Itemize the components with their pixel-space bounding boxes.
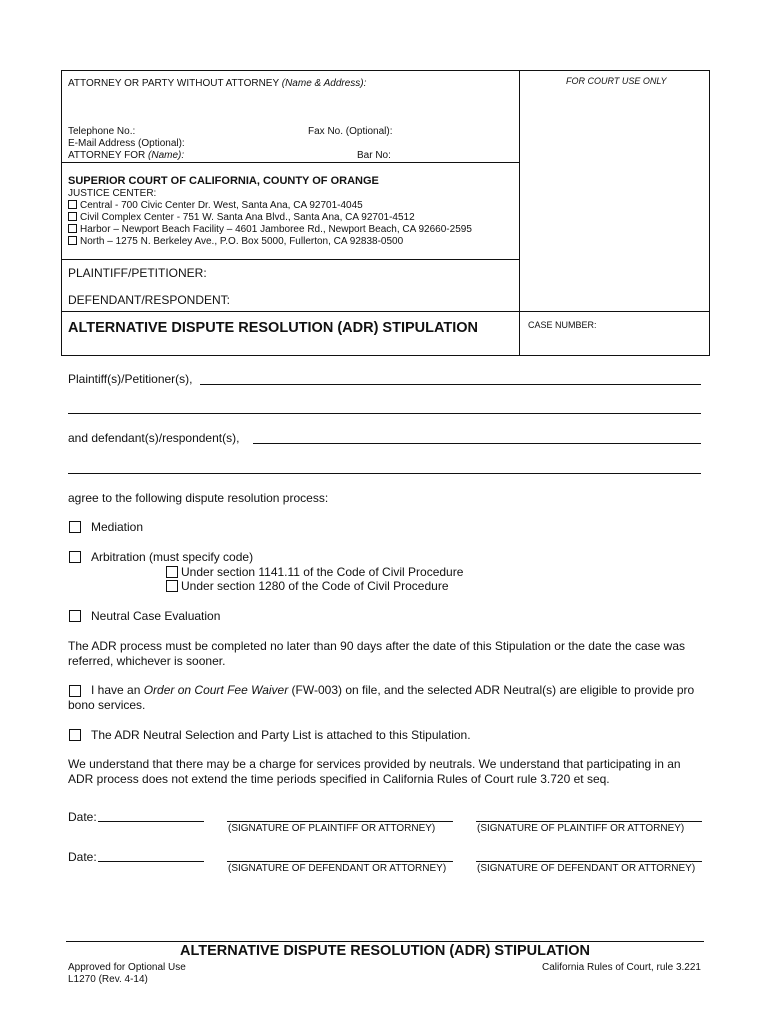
agree-text: agree to the following dispute resolution process:	[68, 491, 329, 505]
defendants-field[interactable]	[253, 443, 701, 444]
arb-1280-label: Under section 1280 of the Code of Civil Procedure	[181, 579, 449, 593]
approved-label: Approved for Optional Use	[68, 962, 186, 973]
form-title: ALTERNATIVE DISPUTE RESOLUTION (ADR) STIPULATION	[68, 320, 479, 336]
plaintiff-signature-field-1[interactable]	[227, 821, 453, 822]
date-field-1[interactable]	[98, 821, 204, 822]
location-north: North – 1275 N. Berkeley Ave., P.O. Box 5000, Fullerton, CA 92838-0500	[68, 236, 403, 248]
justice-center-label: JUSTICE CENTER:	[68, 188, 157, 199]
plaintiffs-label: Plaintiff(s)/Petitioner(s),	[68, 372, 193, 386]
sig-defendant-label-2: (SIGNATURE OF DEFENDANT OR ATTORNEY)	[477, 863, 696, 874]
case-number-label: CASE NUMBER:	[528, 320, 597, 330]
location-central: Central - 700 Civic Center Dr. West, Santa Ana, CA 92701-4045	[68, 200, 363, 212]
arb-1280-checkbox[interactable]	[166, 580, 178, 592]
neutral-list-checkbox[interactable]	[69, 729, 81, 741]
email-label: E-Mail Address (Optional):	[68, 138, 185, 149]
checkbox-icon[interactable]	[68, 236, 77, 245]
checkbox-icon[interactable]	[68, 224, 77, 233]
footer-divider	[66, 941, 704, 942]
sig-defendant-label-1: (SIGNATURE OF DEFENDANT OR ATTORNEY)	[228, 863, 447, 874]
sig-plaintiff-label-2: (SIGNATURE OF PLAINTIFF OR ATTORNEY)	[477, 823, 685, 834]
neutral-eval-checkbox[interactable]	[69, 610, 81, 622]
form-number: L1270 (Rev. 4-14)	[68, 974, 148, 985]
neutral-list-label: The ADR Neutral Selection and Party List is attached to this Stipulation.	[91, 728, 471, 742]
bar-no-label: Bar No:	[357, 150, 391, 161]
court-use-label: FOR COURT USE ONLY	[566, 76, 667, 86]
attorney-label: ATTORNEY OR PARTY WITHOUT ATTORNEY (Name & Address):	[68, 78, 367, 89]
checkbox-icon[interactable]	[68, 212, 77, 221]
arb-1141-label: Under section 1141.11 of the Code of Civil Procedure	[181, 565, 464, 579]
footer-title: ALTERNATIVE DISPUTE RESOLUTION (ADR) STIPULATION	[179, 943, 591, 959]
sig-plaintiff-label-1: (SIGNATURE OF PLAINTIFF OR ATTORNEY)	[228, 823, 436, 834]
date-field-2[interactable]	[98, 861, 204, 862]
plaintiffs-field[interactable]	[200, 384, 701, 385]
defendants-label: and defendant(s)/respondent(s),	[68, 431, 240, 445]
defendants-field-2[interactable]	[68, 473, 701, 474]
telephone-label: Telephone No.:	[68, 126, 136, 137]
charge-notice: We understand that there may be a charge for services provided by neutrals. We understand that participating in an ADR process does not extend the time periods specified in California Rules of Court rule 3.720 et seq.	[68, 757, 681, 786]
defendant-signature-field-1[interactable]	[227, 861, 453, 862]
neutral-eval-label: Neutral Case Evaluation	[91, 609, 221, 623]
arbitration-label: Arbitration (must specify code)	[91, 550, 254, 564]
mediation-label: Mediation	[91, 520, 144, 534]
plaintiff-signature-field-2[interactable]	[476, 821, 702, 822]
rule-citation: California Rules of Court, rule 3.221	[542, 962, 701, 973]
fax-label: Fax No. (Optional):	[308, 126, 393, 137]
plaintiffs-field-2[interactable]	[68, 413, 701, 414]
date-label-2: Date:	[68, 850, 97, 864]
arb-1141-checkbox[interactable]	[166, 566, 178, 578]
plaintiff-label: PLAINTIFF/PETITIONER:	[68, 266, 207, 280]
deadline-text: The ADR process must be completed no later than 90 days after the date of this Stipulation or the date the case was referred, whichever is sooner.	[68, 639, 686, 668]
date-label-1: Date:	[68, 810, 97, 824]
checkbox-icon[interactable]	[68, 200, 77, 209]
fee-waiver-text: I have an Order on Court Fee Waiver (FW-003) on file, and the selected ADR Neutral(s) are eligible to provide pro bono services.	[68, 683, 695, 712]
defendant-signature-field-2[interactable]	[476, 861, 702, 862]
attorney-for-label: ATTORNEY FOR (Name):	[68, 150, 185, 161]
location-civil-complex: Civil Complex Center - 751 W. Santa Ana Blvd., Santa Ana, CA 92701-4512	[68, 212, 415, 224]
mediation-checkbox[interactable]	[69, 521, 81, 533]
location-harbor: Harbor – Newport Beach Facility – 4601 Jamboree Rd., Newport Beach, CA 92660-2595	[68, 224, 472, 236]
defendant-label: DEFENDANT/RESPONDENT:	[68, 293, 231, 307]
arbitration-checkbox[interactable]	[69, 551, 81, 563]
court-title: SUPERIOR COURT OF CALIFORNIA, COUNTY OF ORANGE	[68, 175, 379, 187]
